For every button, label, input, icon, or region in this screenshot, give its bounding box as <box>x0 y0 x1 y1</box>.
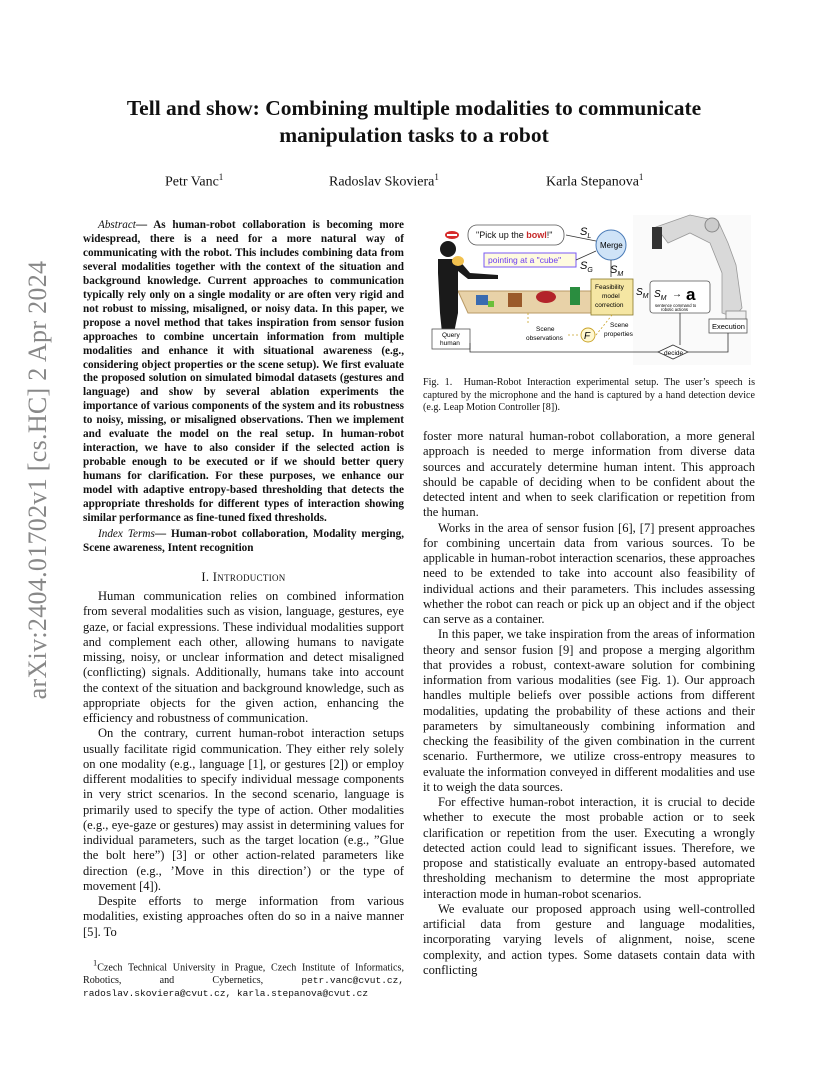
svg-text:a: a <box>686 285 696 304</box>
svg-text:robotic actions: robotic actions <box>661 307 688 312</box>
arxiv-watermark: arXiv:2404.01702v1 [cs.HC] 2 Apr 2024 <box>23 260 52 700</box>
paper-title: Tell and show: Combining multiple modalities to communicate manipulation tasks to a robot <box>126 96 702 147</box>
svg-text:decide: decide <box>664 350 684 357</box>
svg-text:properties: properties <box>604 331 633 338</box>
index-terms: Index Terms— Human-robot collaboration, Modality merging, Scene awareness, Intent recognition <box>83 528 404 554</box>
svg-text:correction: correction <box>595 302 624 309</box>
svg-text:pointing at a "cube": pointing at a "cube" <box>488 255 562 265</box>
author: Karla Stepanova$^1$ <box>546 172 644 190</box>
box-object <box>508 293 522 307</box>
svg-text:human: human <box>440 340 460 347</box>
bowl-object <box>536 291 556 303</box>
mouth-icon <box>445 231 459 239</box>
intro-left-column <box>83 589 404 940</box>
symbol-sm: $S_M$ <box>610 264 624 278</box>
svg-text:Query: Query <box>442 332 460 339</box>
table-scene-image <box>458 287 610 313</box>
figure-1 <box>428 213 752 365</box>
author: Radoslav Skoviera$^1$ <box>329 172 439 190</box>
figure-caption: Fig. 1. Human-Robot Interaction experimental setup. The user’s speech is captured by the microphone and the hand is captured by a hand detection device (e.g. Leap Motion Controller [8]). <box>423 377 756 413</box>
svg-text:observations: observations <box>526 335 563 342</box>
arrow-right-icon: → <box>672 289 682 300</box>
paragraph: Despite efforts to merge information from various modalities, existing approaches often do so in a naive manner [5]. To <box>83 894 404 939</box>
svg-text:model: model <box>602 293 620 300</box>
svg-text:Scene: Scene <box>610 322 629 329</box>
svg-text:sentence command to: sentence command to <box>655 303 697 308</box>
bottle-object <box>570 287 580 305</box>
svg-text:F: F <box>584 331 591 342</box>
svg-text:Execution: Execution <box>712 322 745 331</box>
paragraph: Human communication relies on combined information from several modalities such as vision, language, gestures, eye gaze, or facial expressions. These individual modalities support and complement each other, allowing humans to navigate missing, noisy, or unclear information and detect misaligned (conflicting) signals. Additionally, humans take into account the context of the situation and background knowledge, such as appropriate objects for the given action, enhancing the efficiency and robustness of communication. <box>83 589 404 725</box>
paragraph: On the contrary, current human-robot interaction setups usually facilitate rigid communication. They either rely solely on one modality (e.g., language [1], or gestures [2]) or employ different modalities to specify individual message components in very strict scenarios. In the second scenario, language is primarily used to specify the type of action. Other modalities (e.g., eye-gaze or gestures) may assist in determining values for individual parameters, such as the target location (e.g., ”Glue the bolt here”) [3] or other action-related parameters like direction (e.g., ’Move in this direction’) or the type of movement [4]). <box>83 726 404 893</box>
paragraph: We evaluate our proposed approach using well-controlled artificial data from gesture and language modalities, incorporating varying levels of alignment, noise, scene complexity, and action types. Some datasets contain data with conflicting <box>423 901 755 977</box>
intro-right-column <box>423 429 755 978</box>
abstract-label: Abstract <box>98 219 136 231</box>
footnote: $^1$Czech Technical University in Prague, Czech Institute of Informatics, Robotics, and Cybernetics, petr.vanc@cvut.cz, radoslav.skoviera@cvut.cz, karla.stepanova@cvut.cz <box>83 959 404 1000</box>
svg-text:SM: $S_M$ <box>654 289 667 302</box>
cup-object <box>476 295 488 305</box>
cube-object <box>488 301 494 307</box>
section-heading: I. Introduction <box>201 570 286 584</box>
paragraph: In this paper, we take inspiration from the areas of information theory and sensor fusion [9] and propose a merging algorithm that provides a robust, context-aware solution for combining information from various modalities (see Fig. 1). Our approach handles multiple beliefs over possible actions from different modalities, updating the probability of these actions and their parameters by simultaneously combining information and checking the feasibility of the given combination in the current scenario. Furthermore, we utilize cross-entropy measures to evaluate the information conveyed in different modalities and use it to weigh the data sources. <box>423 627 755 794</box>
symbol-sg: $S_G$ <box>580 260 593 274</box>
paragraph: For effective human-robot interaction, it is crucial to decide whether to execute the most probable action or to seek clarification or repetition from the user. Executing a wrongly detected action could lead to significant issues. Therefore, we propose and statistically evaluate an entropy-based automated thresholding mechanism to determine the most appropriate interaction mode in human-robot scenarios. <box>423 795 755 901</box>
hand-icon <box>452 256 464 266</box>
symbol-sm-star: $S_M$ <box>636 287 649 300</box>
abstract: Abstract— As human-robot collaboration is becoming more widespread, there is a need for a more natural way of communicating with the robot. This includes combining data from several modalities together with the context of the situation and background knowledge. Current approaches to communication typically rely only on a single modality or are often very rigid and not robust to missing, misaligned, or noisy data. In this paper, we propose a novel method that takes inspiration from sensor fusion approaches to combine uncertain information from multiple modalities and enhance it with situational awareness (e.g., considering object properties or the scene setup). We first evaluate the proposed solution on simulated bimodal datasets (gestures and language) and show by several ablation experiments the importance of various components of the system and its robustness to noisy, missing, or misaligned observations. Then we implement and evaluate the model on the real setup. In human-robot interaction, we have to also consider if the selected action is probable enough to be executed or if we should better query humans for clarification. For these purposes, we enhance our model with adaptive entropy-based thresholding that detects the appropriate thresholds for different types of interaction showing similar performance as fine-tuned fixed thresholds. <box>83 219 404 525</box>
author: Petr Vanc$^1$ <box>165 172 224 190</box>
paragraph: foster more natural human-robot collaboration, a more general approach is needed to merge information from diverse data sources and accurately determine human intent. This approach should be capable of deciding when to be confident about the detected intent and when to seek clarification or repetition from the human. <box>423 429 755 520</box>
svg-text:Merge: Merge <box>600 241 623 250</box>
svg-text:Feasibility: Feasibility <box>595 284 624 291</box>
symbol-sl: $S_L$ <box>580 226 592 240</box>
svg-text:Scene: Scene <box>536 326 555 333</box>
paragraph: Works in the area of sensor fusion [6], [7] present approaches for combining uncertain data from various sources. To be applicable in human-robot interaction scenarios, these approaches need to be extended to take into account also feasibility of individual actions and their parameters. This includes assessing whether the robot can reach or pick up an object and if the object can serve as a container. <box>423 520 755 626</box>
svg-text:"Pick up the bowl!": "Pick up the bowl!" <box>476 230 553 240</box>
